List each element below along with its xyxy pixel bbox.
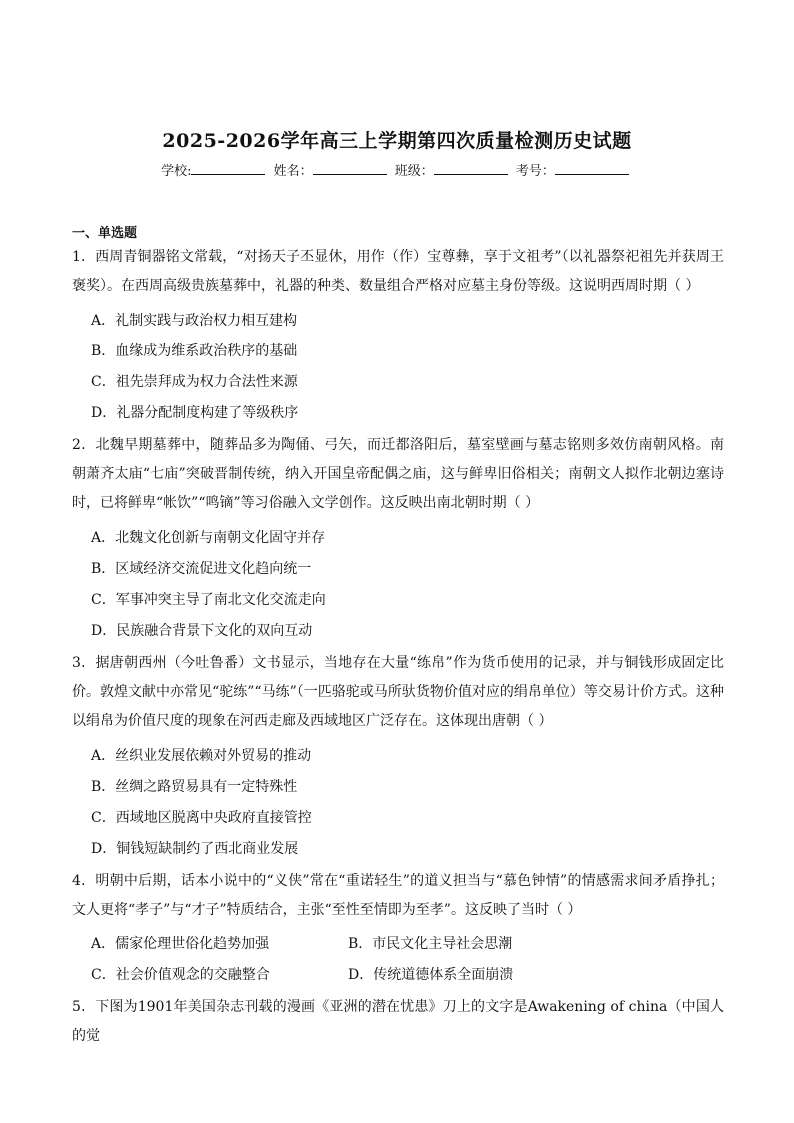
- number-label: 考号：: [515, 164, 555, 179]
- question-3-option-b[interactable]: B．丝绸之路贸易具有一定特殊性: [91, 779, 298, 795]
- name-blank[interactable]: [313, 162, 387, 175]
- page-title: 2025-2026学年高三上学期第四次质量检测历史试题: [162, 130, 632, 152]
- school-label: 学校:: [161, 164, 192, 179]
- question-3-stem: 3．据唐朝西州（今吐鲁番）文书显示，当地存在大量“练帛”作为货币使用的记录，并与铜钱形成固定比价。敦煌文献中亦常见“驼练”“马练”（一匹骆驼或马所驮货物价值对应的绢帛单位）等交易计价方式。这种以绢帛为价值尺度的现象在河西走廊及西域地区广泛存在。这体现出唐朝（ ）: [72, 655, 724, 729]
- class-label: 班级：: [394, 164, 434, 179]
- question-3-option-c[interactable]: C．西域地区脱离中央政府直接管控: [91, 810, 312, 826]
- question-5-stem: 5．下图为1901年美国杂志刊载的漫画《亚洲的潜在忧患》刀上的文字是Awakening of china（中国人的觉: [72, 999, 724, 1044]
- question-1-option-a[interactable]: A．礼制实践与政治权力相互建构: [91, 313, 298, 329]
- question-1-option-c[interactable]: C．祖先崇拜成为权力合法性来源: [91, 374, 298, 390]
- question-2-option-c[interactable]: C．军事冲突主导了南北文化交流走向: [91, 592, 326, 608]
- name-label: 姓名：: [273, 164, 313, 179]
- class-blank[interactable]: [434, 162, 508, 175]
- question-2-option-d[interactable]: D．民族融合背景下文化的双向互动: [91, 623, 313, 639]
- question-3-option-d[interactable]: D．铜钱短缺制约了西北商业发展: [91, 841, 299, 857]
- number-blank[interactable]: [555, 162, 629, 175]
- question-1-option-b[interactable]: B．血缘成为维系政治秩序的基础: [91, 343, 298, 359]
- question-4-option-c[interactable]: C．社会价值观念的交融整合: [91, 967, 270, 983]
- student-info-line: [0, 160, 794, 179]
- question-4-stem: 4．明朝中后期，话本小说中的“义侠”常在“重诺轻生”的道义担当与“慕色钟情”的情感需求间矛盾挣扎；文人更将“孝子”与“才子”特质结合，主张“至性至情即为至孝”。这反映了当时（ ）: [72, 873, 724, 918]
- question-4-option-a[interactable]: A．儒家伦理世俗化趋势加强: [91, 936, 270, 952]
- question-3-option-a[interactable]: A．丝织业发展依赖对外贸易的推动: [91, 748, 312, 764]
- question-2-option-a[interactable]: A．北魏文化创新与南朝文化固守并存: [91, 530, 326, 546]
- question-4-option-d[interactable]: D．传统道德体系全面崩溃: [348, 967, 514, 983]
- question-2-stem: 2．北魏早期墓葬中，随葬品多为陶俑、弓矢，而迁都洛阳后，墓室壁画与墓志铭则多效仿南朝风格。南朝萧齐太庙“七庙”突破晋制传统，纳入开国皇帝配偶之庙，这与鲜卑旧俗相关；南朝文人拟作北朝边塞诗时，已将鲜卑“帐饮”“鸣镝”等习俗融入文学创作。这反映出南北朝时期（ ）: [72, 437, 724, 511]
- question-4-option-b[interactable]: B．市民文化主导社会思潮: [348, 936, 513, 952]
- question-1-stem: 1．西周青铜器铭文常载，“对扬天子丕显休，用作（作）宝尊彝，享于文祖考”（以礼器祭祀祖先并获周王褒奖）。在西周高级贵族墓葬中，礼器的种类、数量组合严格对应墓主身份等级。这说明西周时期（ ）: [72, 249, 724, 294]
- question-2-option-b[interactable]: B．区域经济交流促进文化趋向统一: [91, 561, 312, 577]
- school-blank[interactable]: [191, 162, 265, 175]
- question-1-option-d[interactable]: D．礼器分配制度构建了等级秩序: [91, 405, 299, 421]
- section-heading: 一、单选题: [72, 226, 138, 241]
